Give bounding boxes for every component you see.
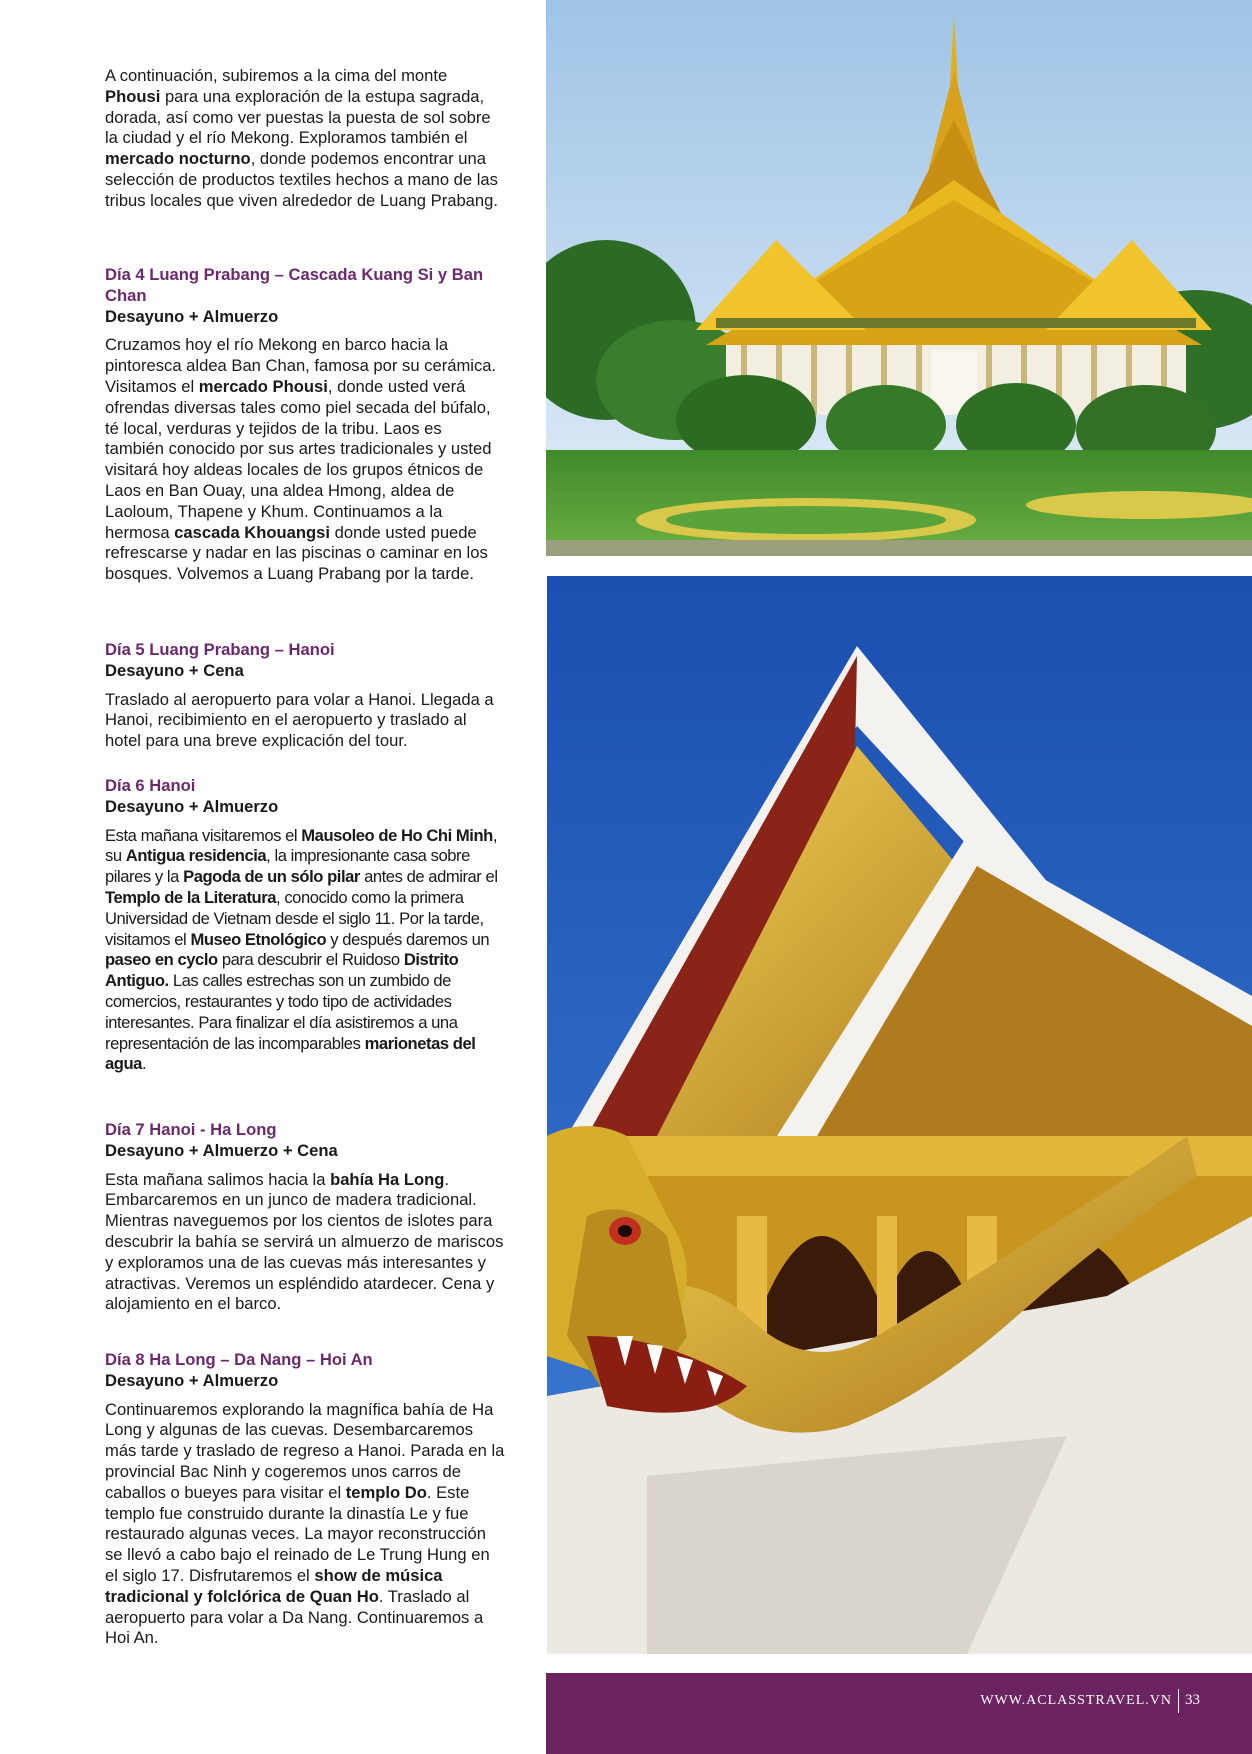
bold-phrase: Museo Etnológico xyxy=(190,929,327,949)
bold-phrase: show de música tradicional y folclórica de Quan Ho xyxy=(105,1565,443,1606)
temple-naga-photo xyxy=(547,576,1252,1654)
bold-phrase: Distrito Antiguo. xyxy=(105,950,459,991)
text-run: Las calles estrechas son un zumbido de comercios, restaurantes y todo tipo de actividades interesantes. Para finalizar el día asistiremos a una representación de las incomparables xyxy=(105,971,458,1053)
text-run: , donde podemos encontrar una selección de productos textiles hechos a mano de las tribus locales que viven alrededor de Luang Prabang. xyxy=(105,149,498,210)
day-title: Día 8 Ha Long – Da Nang – Hoi An xyxy=(105,1350,373,1369)
day-section-7 xyxy=(105,1120,505,1315)
text-run: , su xyxy=(105,825,498,866)
day-description xyxy=(105,1400,505,1650)
day-meals: Desayuno + Almuerzo xyxy=(105,306,279,326)
text-run: , donde usted verá ofrendas diversas tales como piel secada del búfalo, té local, verduras y tejidos de la tribu. Laos es también conocido por sus artes tradicionales y usted visitará hoy aldeas locales de los grupos étnicos de Laos en Ban Ouay, una aldea Hmong, aldea de Laoloum, Thapene y Khum. Continuamos a la hermosa xyxy=(105,376,492,542)
bold-phrase: paseo en cyclo xyxy=(105,950,218,970)
bold-phrase: Templo de la Literatura xyxy=(105,887,276,907)
day-title: Día 7 Hanoi - Ha Long xyxy=(105,1120,277,1139)
day-section-8 xyxy=(105,1350,505,1649)
day-title: Día 5 Luang Prabang – Hanoi xyxy=(105,640,335,659)
text-run: para descubrir el Ruidoso xyxy=(217,950,404,970)
day-meals: Desayuno + Cena xyxy=(105,660,244,680)
text-run: Esta mañana visitaremos el xyxy=(105,825,302,845)
bold-phrase: templo Do xyxy=(345,1482,427,1502)
day-description xyxy=(105,690,505,752)
text-run: Cruzamos hoy el río Mekong en barco hacia la pintoresca aldea Ban Chan, famosa por su cerámica. Visitamos el xyxy=(105,335,497,396)
text-run: A continuación, subiremos a la cima del monte xyxy=(105,66,448,85)
day-description xyxy=(105,826,505,1076)
day-meals: Desayuno + Almuerzo xyxy=(105,796,279,816)
text-run: . Traslado al aeropuerto para volar a Da Nang. Continuaremos a Hoi An. xyxy=(105,1586,484,1648)
website-url[interactable]: WWW.ACLASSTRAVEL.VN xyxy=(980,1693,1172,1708)
text-run: , conocido como la primera Universidad de Vietnam desde el siglo 11. Por la tarde, visitamos el xyxy=(105,887,484,949)
bold-phrase: Antigua residencia xyxy=(125,846,267,866)
text-run: Traslado al aeropuerto para volar a Hanoi. Llegada a Hanoi, recibimiento en el aeropuerto y traslado al hotel para una breve explicación del tour. xyxy=(105,689,494,751)
day-title: Día 4 Luang Prabang – Cascada Kuang Si y Ban Chan xyxy=(105,265,484,305)
intro-paragraph xyxy=(105,66,505,212)
footer-bar xyxy=(546,1673,1252,1754)
day-description xyxy=(105,335,505,585)
page-number: 33 xyxy=(1185,1692,1200,1708)
day-description xyxy=(105,1170,505,1316)
bold-phrase: Pagoda de un sólo pilar xyxy=(183,867,360,887)
text-run: Continuaremos explorando la magnífica bahía de Ha Long y algunas de las cuevas. Desembarcaremos más tarde y traslado de regreso a Hanoi. Parada en la provincial Bac Ninh y cogeremos unos carros de caballos o bueyes para visitar el xyxy=(105,1399,505,1502)
bold-phrase: mercado Phousi xyxy=(198,376,328,396)
footer-divider xyxy=(1178,1689,1179,1713)
text-run: para una exploración de la estupa sagrada, dorada, así como ver puestas la puesta de sol sobre la ciudad y el río Mekong. Exploramos también el xyxy=(105,86,491,148)
text-run: donde usted puede refrescarse y nadar en las piscinas o caminar en los bosques. Volvemos a Luang Prabang por la tarde. xyxy=(105,522,488,584)
bold-phrase: mercado nocturno xyxy=(105,149,251,169)
bold-phrase: marionetas del agua xyxy=(105,1033,476,1074)
day-meals: Desayuno + Almuerzo + Cena xyxy=(105,1140,338,1160)
text-run: antes de admirar el xyxy=(359,867,498,887)
text-run: y después daremos un xyxy=(326,929,490,949)
pavilion-photo xyxy=(546,0,1252,556)
text-run: . xyxy=(141,1054,147,1074)
bold-phrase: Phousi xyxy=(105,86,161,106)
intro-text xyxy=(105,66,505,212)
bold-phrase: bahía Ha Long xyxy=(330,1169,445,1189)
day-section-4 xyxy=(105,265,505,585)
text-run: . Este templo fue construido durante la dinastía Le y fue restaurado algunas veces. La mayor reconstrucción se llevó a cabo bajo el reinado de Le Trung Hung en el siglo 17. Disfrutaremos el xyxy=(105,1482,490,1585)
day-title: Día 6 Hanoi xyxy=(105,776,196,795)
bold-phrase: cascada Khouangsi xyxy=(174,522,331,542)
day-section-6 xyxy=(105,776,505,1075)
day-meals: Desayuno + Almuerzo xyxy=(105,1370,279,1390)
text-run: Esta mañana salimos hacia la xyxy=(105,1169,331,1189)
text-run: , la impresionante casa sobre pilares y la xyxy=(105,846,470,887)
text-run: . Embarcaremos en un junco de madera tradicional. Mientras naveguemos por los cientos de islotes para descubrir la bahía se servirá un almuerzo de mariscos y exploramos una de las cuevas más interesantes y atractivas. Veremos un espléndido atardecer. Cena y alojamiento en el barco. xyxy=(105,1169,504,1314)
day-section-5 xyxy=(105,640,505,752)
bold-phrase: Mausoleo de Ho Chi Minh xyxy=(301,825,493,845)
